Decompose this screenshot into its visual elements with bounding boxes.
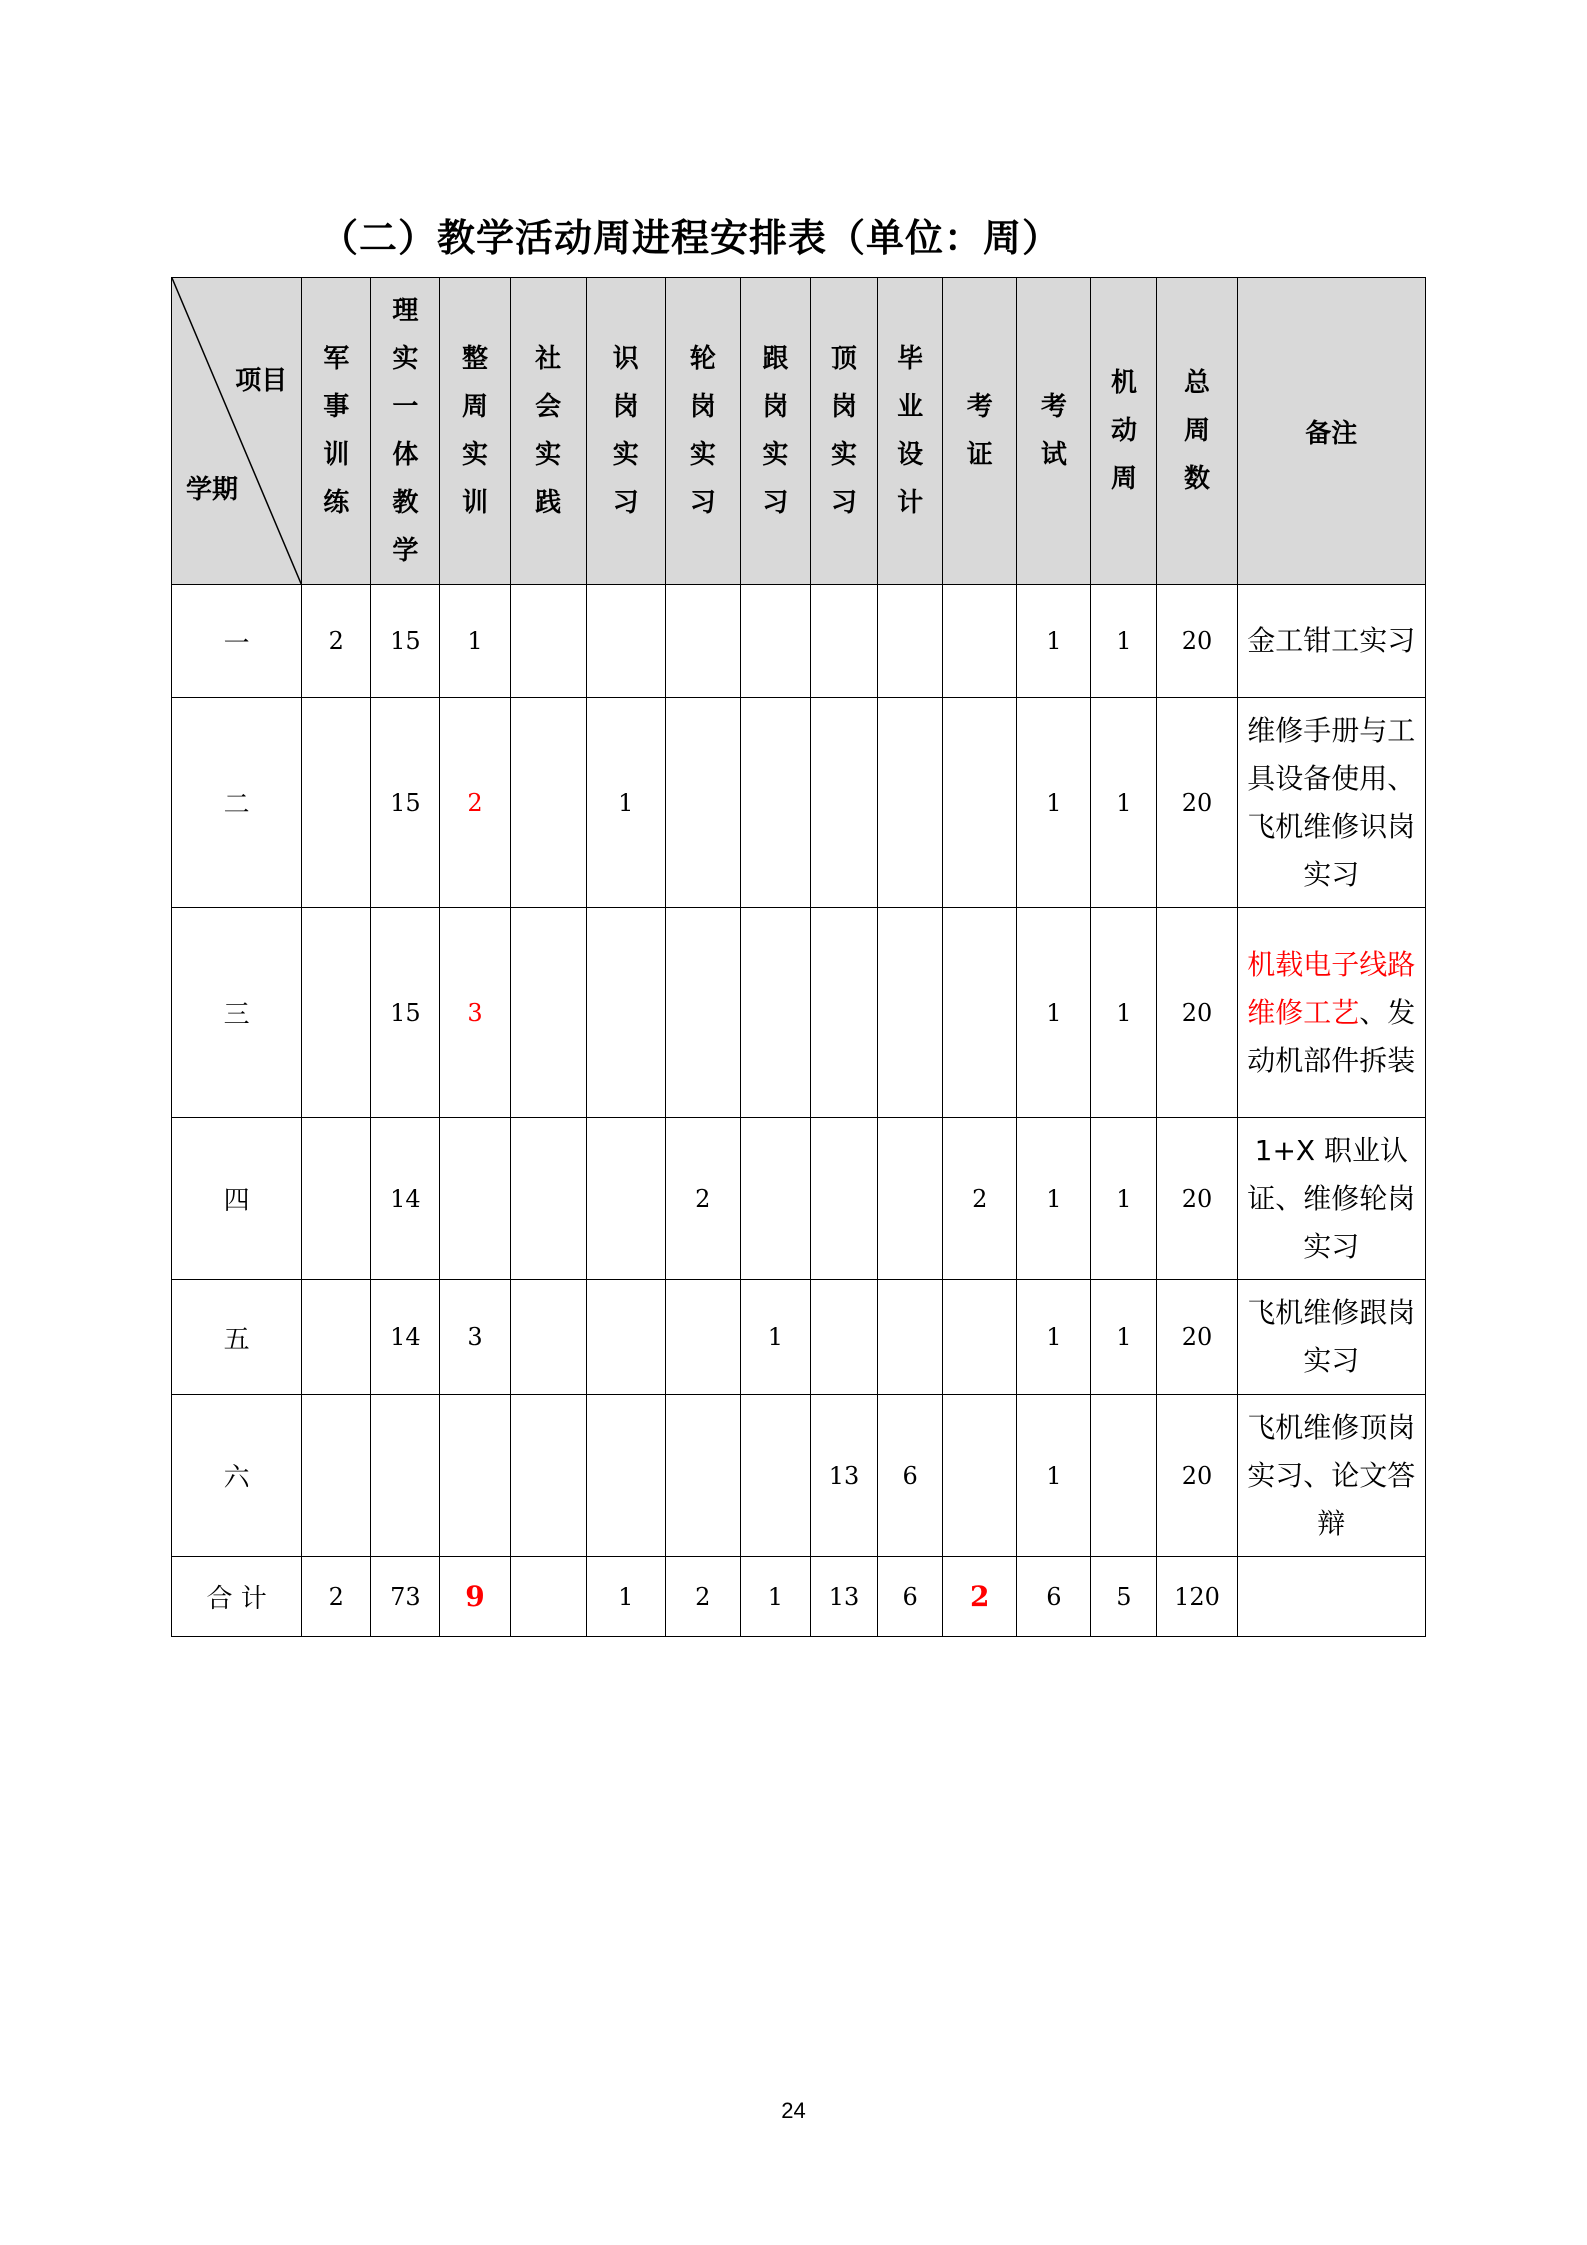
note-cell (1237, 908, 1425, 1118)
column-header-label: 机动周 (1110, 368, 1137, 494)
total-cell (510, 1557, 586, 1637)
total-cell: 120 (1157, 1557, 1237, 1637)
column-header (740, 278, 810, 585)
note-text: 、发动机部件拆装 (1247, 995, 1416, 1077)
table-cell: 1 (1017, 908, 1091, 1118)
table-cell (878, 698, 943, 908)
table-cell (510, 585, 586, 698)
diagonal-line (172, 278, 301, 584)
table-cell: 2 (943, 1118, 1017, 1280)
page-title: （二）教学活动周进程安排表（单位：周） (320, 216, 1062, 260)
table-cell (665, 698, 740, 908)
table-cell: 3 (440, 908, 510, 1118)
table-cell (1091, 1395, 1157, 1557)
schedule-table (171, 277, 1426, 1637)
total-cell: 2 (665, 1557, 740, 1637)
table-cell (943, 585, 1017, 698)
note-cell (1237, 698, 1425, 908)
term-cell: 四 (172, 1118, 302, 1280)
note-cell (1237, 1280, 1425, 1395)
column-header-label: 考证 (966, 392, 993, 470)
table-cell: 1 (1091, 908, 1157, 1118)
table-row (172, 908, 1426, 1118)
table-cell (510, 1118, 586, 1280)
table-cell: 20 (1157, 585, 1237, 698)
table-cell: 1 (1091, 698, 1157, 908)
table-row (172, 585, 1426, 698)
column-header-label: 识岗实习 (612, 344, 639, 518)
total-note-cell (1237, 1557, 1425, 1637)
table-cell (878, 585, 943, 698)
table-cell (943, 1395, 1017, 1557)
table-cell (810, 585, 877, 698)
note-highlight: 机载电子线路维修工艺 (1247, 947, 1416, 1029)
total-cell: 6 (1017, 1557, 1091, 1637)
total-cell: 2 (302, 1557, 371, 1637)
column-header-label: 总周数 (1184, 368, 1211, 494)
table-cell (586, 908, 665, 1118)
term-cell: 五 (172, 1280, 302, 1395)
column-header (302, 278, 371, 585)
table-cell: 1 (586, 698, 665, 908)
note-header-label: 备注 (1305, 418, 1358, 449)
table-cell (440, 1395, 510, 1557)
table-cell (665, 908, 740, 1118)
table-row (172, 1118, 1426, 1280)
term-cell: 二 (172, 698, 302, 908)
table-cell (740, 908, 810, 1118)
table-cell: 14 (371, 1280, 440, 1395)
total-cell: 1 (586, 1557, 665, 1637)
corner-header-cell (172, 278, 302, 585)
table-cell (810, 1280, 877, 1395)
column-header (1017, 278, 1091, 585)
table-cell (586, 1395, 665, 1557)
table-cell: 20 (1157, 1280, 1237, 1395)
table-cell (878, 1118, 943, 1280)
table-cell: 15 (371, 698, 440, 908)
table-cell (510, 1280, 586, 1395)
total-cell: 6 (878, 1557, 943, 1637)
table-cell: 1 (1091, 1118, 1157, 1280)
table-cell: 20 (1157, 1395, 1237, 1557)
column-header (665, 278, 740, 585)
note-text: 飞机维修顶岗实习、论文答辩 (1247, 1410, 1416, 1540)
note-text: 维修手册与工具设备使用、飞机维修识岗实习 (1247, 713, 1416, 891)
table-cell: 20 (1157, 908, 1237, 1118)
table-cell (943, 698, 1017, 908)
note-cell (1237, 1118, 1425, 1280)
table-body (172, 585, 1426, 1637)
table-cell (302, 1118, 371, 1280)
column-header-label: 军事训练 (323, 344, 350, 518)
table-cell: 13 (810, 1395, 877, 1557)
table-cell (586, 1280, 665, 1395)
table-cell: 1 (740, 1280, 810, 1395)
column-header (371, 278, 440, 585)
total-cell: 2 (943, 1557, 1017, 1637)
total-cell: 73 (371, 1557, 440, 1637)
term-cell: 一 (172, 585, 302, 698)
table-cell (440, 1118, 510, 1280)
page-number: 24 (781, 2098, 806, 2123)
total-cell: 1 (740, 1557, 810, 1637)
column-header-label: 社会实践 (535, 344, 562, 518)
column-header-label: 理实一体教学 (392, 296, 419, 566)
table-cell (878, 908, 943, 1118)
table-cell (740, 1118, 810, 1280)
column-header-label: 轮岗实习 (689, 344, 716, 518)
table-cell: 1 (1017, 698, 1091, 908)
table-cell (665, 1280, 740, 1395)
column-header-label: 考试 (1040, 392, 1067, 470)
table-cell (371, 1395, 440, 1557)
total-label-cell: 合 计 (172, 1557, 302, 1637)
column-header-label: 顶岗实习 (831, 344, 858, 518)
column-header (586, 278, 665, 585)
table-cell: 3 (440, 1280, 510, 1395)
table-cell: 15 (371, 585, 440, 698)
corner-item-label: 项目 (235, 366, 288, 396)
table-cell (510, 698, 586, 908)
table-cell: 20 (1157, 1118, 1237, 1280)
column-header-label: 跟岗实习 (762, 344, 789, 518)
table-cell: 1 (1017, 585, 1091, 698)
table-cell (586, 1118, 665, 1280)
column-header (440, 278, 510, 585)
note-header (1237, 278, 1425, 585)
table-cell (740, 698, 810, 908)
column-header (943, 278, 1017, 585)
table-cell (810, 908, 877, 1118)
column-header (878, 278, 943, 585)
table-cell: 15 (371, 908, 440, 1118)
column-header (810, 278, 877, 585)
table-cell (302, 908, 371, 1118)
table-cell: 1 (1017, 1395, 1091, 1557)
table-cell (302, 1280, 371, 1395)
table-cell: 6 (878, 1395, 943, 1557)
total-cell: 13 (810, 1557, 877, 1637)
table-cell (510, 1395, 586, 1557)
table-cell (510, 908, 586, 1118)
table-row (172, 698, 1426, 908)
column-header (510, 278, 586, 585)
table-cell (878, 1280, 943, 1395)
table-cell (810, 1118, 877, 1280)
table-row (172, 1395, 1426, 1557)
table-cell (943, 1280, 1017, 1395)
table-cell (810, 698, 877, 908)
table-cell: 14 (371, 1118, 440, 1280)
table-cell (586, 585, 665, 698)
term-cell: 六 (172, 1395, 302, 1557)
term-cell: 三 (172, 908, 302, 1118)
table-cell (665, 585, 740, 698)
total-cell: 9 (440, 1557, 510, 1637)
table-cell (302, 1395, 371, 1557)
table-cell: 1 (1017, 1118, 1091, 1280)
corner-term-label: 学期 (186, 475, 239, 505)
column-header-label: 毕业设计 (897, 344, 924, 518)
total-row (172, 1557, 1426, 1637)
table-cell (302, 698, 371, 908)
table-cell (740, 585, 810, 698)
note-cell (1237, 585, 1425, 698)
table-cell (943, 908, 1017, 1118)
column-header (1157, 278, 1237, 585)
table-cell: 2 (440, 698, 510, 908)
header-row (172, 278, 1426, 585)
column-header-label: 整周实训 (461, 344, 488, 518)
table-cell: 2 (302, 585, 371, 698)
note-cell (1237, 1395, 1425, 1557)
table-row (172, 1280, 1426, 1395)
table-cell: 20 (1157, 698, 1237, 908)
table-cell: 1 (440, 585, 510, 698)
table-cell: 1 (1091, 1280, 1157, 1395)
table-cell: 1 (1017, 1280, 1091, 1395)
table-cell (665, 1395, 740, 1557)
table-cell (740, 1395, 810, 1557)
table-cell: 2 (665, 1118, 740, 1280)
column-header (1091, 278, 1157, 585)
total-cell: 5 (1091, 1557, 1157, 1637)
note-text: 飞机维修跟岗实习 (1247, 1296, 1416, 1377)
table-cell: 1 (1091, 585, 1157, 698)
note-text: 1+X 职业认证、维修轮岗实习 (1247, 1133, 1416, 1263)
note-text: 金工钳工实习 (1247, 624, 1416, 657)
